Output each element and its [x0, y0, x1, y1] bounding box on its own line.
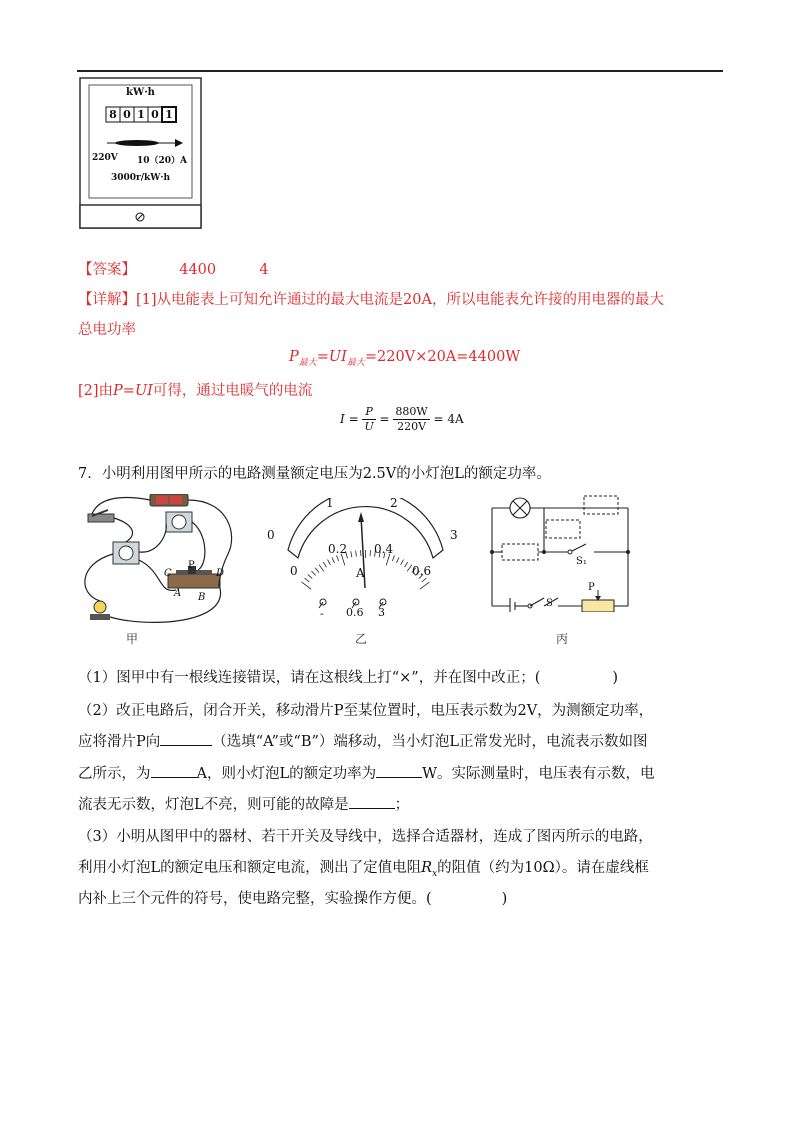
dial-tick	[302, 582, 312, 589]
dial-bottom-label: 0.6	[412, 564, 432, 578]
q7-part-3-line-2	[78, 856, 649, 879]
meter-digit: 0	[123, 108, 131, 121]
symbol-r: R	[421, 860, 433, 876]
text: 利用小灯泡L的额定电压和额定电流，测出了定值电阻	[78, 860, 422, 876]
detail-line-2: 总电功率	[78, 322, 136, 338]
detail-line-1	[78, 288, 664, 309]
dial-top-label: 3	[450, 528, 458, 542]
q7-part-3-line-3	[78, 887, 507, 908]
terminal-label: -	[320, 607, 324, 620]
dial-tick	[420, 582, 430, 589]
q7-part-2-line-2	[78, 730, 648, 751]
q7-part-1	[78, 666, 618, 687]
dial-tick	[337, 555, 339, 561]
fraction-num: P	[362, 405, 375, 420]
text: )	[501, 891, 508, 907]
dial-top-label: 1	[326, 496, 334, 510]
text: 内补上三个元件的符号，使电路完整，实验操作方便。(	[78, 891, 432, 907]
fig-a-label-c: C	[164, 568, 172, 579]
dial-tick	[328, 560, 331, 565]
text: 应将滑片P向	[78, 734, 161, 750]
text: A，则小灯泡L的额定功率为	[196, 766, 377, 782]
fraction-den: U	[364, 420, 374, 433]
symbol-sub: x	[432, 868, 438, 879]
figures-row	[78, 494, 638, 644]
dial-tick	[305, 578, 310, 582]
q7-part-1-end: )	[612, 670, 619, 686]
meter-voltage: 220V	[92, 153, 118, 163]
dial-tick	[401, 560, 404, 565]
q7-part-1-text: （1）图甲中有一根线连接错误，请在这根线上打“×”，并在图中改正；(	[78, 670, 541, 686]
dial-tick	[356, 551, 357, 557]
answer-label: 【答案】	[78, 262, 136, 278]
fraction-num: 880W	[395, 405, 428, 418]
fig-a-label-p: P	[188, 560, 195, 571]
question-7-stem: 7．小明利用图甲所示的电路测量额定电压为2.5V的小灯泡L的额定功率。	[78, 466, 551, 482]
circuit-schematic-figure	[490, 494, 638, 612]
dial-tick	[323, 562, 326, 567]
meter-digit: 0	[151, 108, 159, 121]
answer-blank[interactable]	[160, 731, 212, 746]
dial-tick	[311, 571, 315, 575]
dial-tick	[397, 557, 400, 562]
eq-sub: 最大	[346, 357, 365, 368]
detail-text: [2]由	[78, 383, 114, 399]
detail-label: 【详解】	[78, 292, 136, 308]
text: 的阻值（约为10Ω）。请在虚线框	[437, 860, 649, 876]
meter-constant: 3000r/kW·h	[110, 173, 171, 183]
q7-part-2-line-1: （2）改正电路后，闭合开关，移动滑片P至某位置时，电压表示数为2V，为测额定功率，	[78, 703, 654, 719]
meter-current: 10（20）A	[137, 156, 188, 166]
fig-a-label-d: D	[216, 568, 225, 579]
eq-rest: =220V×20A=4400W	[364, 349, 521, 365]
detail-text-1: [1]从电能表上可知允许通过的最大电流是20A，所以电能表允许接的用电器的最大	[136, 292, 664, 308]
fraction	[393, 405, 429, 434]
answer-blank[interactable]	[349, 794, 395, 809]
answer-blank[interactable]	[151, 763, 197, 778]
dial-unit: A	[356, 566, 365, 580]
meter-digit: 1	[137, 108, 145, 121]
text: ；	[394, 797, 410, 813]
equation-current: I = $\frac{P}{U}$ = $\frac{880W}{220V}$ = 4A	[340, 405, 464, 433]
dial-tick	[315, 568, 319, 573]
energy-meter-figure	[79, 77, 202, 229]
circuit-photo-figure	[78, 494, 238, 629]
text: W。实际测量时，电压表有示数，电	[422, 766, 655, 782]
terminal-label: 0.6	[346, 606, 364, 619]
header-rule	[77, 70, 723, 72]
dial-tick	[422, 578, 427, 582]
dial-top-label: 0	[267, 528, 275, 542]
text: （选填“A”或“B”）端移动，当小灯泡L正常发光时，电流表示数如图	[212, 734, 648, 750]
fig-c-label-p: P	[588, 582, 595, 593]
answer-line	[78, 258, 269, 279]
q7-part-2-line-3	[78, 762, 655, 783]
eq-p: P	[289, 349, 299, 365]
answer-value-1: 4400	[179, 262, 217, 278]
detail-line-3	[78, 379, 312, 400]
q7-part-2-line-4	[78, 793, 409, 814]
answer-blank[interactable]	[376, 763, 422, 778]
dial-top-label: 2	[390, 496, 398, 510]
fraction-den: 220V	[397, 420, 427, 433]
detail-text: 可得，通过电暖气的电流	[152, 383, 313, 399]
dial-tick	[332, 557, 335, 562]
meter-unit: kW·h	[126, 87, 155, 98]
fig-a-label-b: B	[198, 592, 206, 603]
equation-power	[289, 349, 520, 368]
dial-tick	[308, 574, 312, 578]
fig-c-label-s: S	[546, 598, 553, 609]
fig-c-label-s1: S₁	[576, 556, 587, 567]
caption-yi: 乙	[355, 632, 368, 646]
text: 流表无示数，灯泡L不亮，则可能的故障是	[78, 797, 349, 813]
fraction	[362, 405, 375, 434]
fig-a-label-a: A	[174, 588, 182, 599]
q7-part-3-line-1: （3）小明从图甲中的器材、若干开关及导线中，选择合适器材，连成了图丙所示的电路，	[78, 829, 653, 845]
caption-jia: 甲	[126, 632, 139, 646]
ammeter-dial-figure	[273, 498, 463, 593]
text: 乙所示，为	[78, 766, 151, 782]
dial-bottom-label: 0.4	[374, 542, 394, 556]
detail-formula: P=UI	[113, 383, 153, 399]
dial-bottom-label: 0.2	[328, 542, 348, 556]
eq-ui: =UI	[316, 349, 347, 365]
eq-i: I	[340, 412, 345, 426]
eq-result: = 4A	[433, 412, 464, 426]
eq-sub: 最大	[298, 357, 317, 368]
dial-tick	[392, 555, 394, 561]
terminal-label: 3	[378, 606, 385, 619]
dial-tick	[319, 565, 324, 572]
dial-tick	[351, 551, 352, 557]
answer-value-2: 4	[259, 262, 269, 278]
meter-digit: 8	[109, 108, 117, 121]
meter-digit: 1	[165, 108, 173, 121]
dial-tick	[405, 562, 408, 567]
caption-bing: 丙	[556, 632, 569, 646]
dial-bottom-label: 0	[290, 564, 298, 578]
